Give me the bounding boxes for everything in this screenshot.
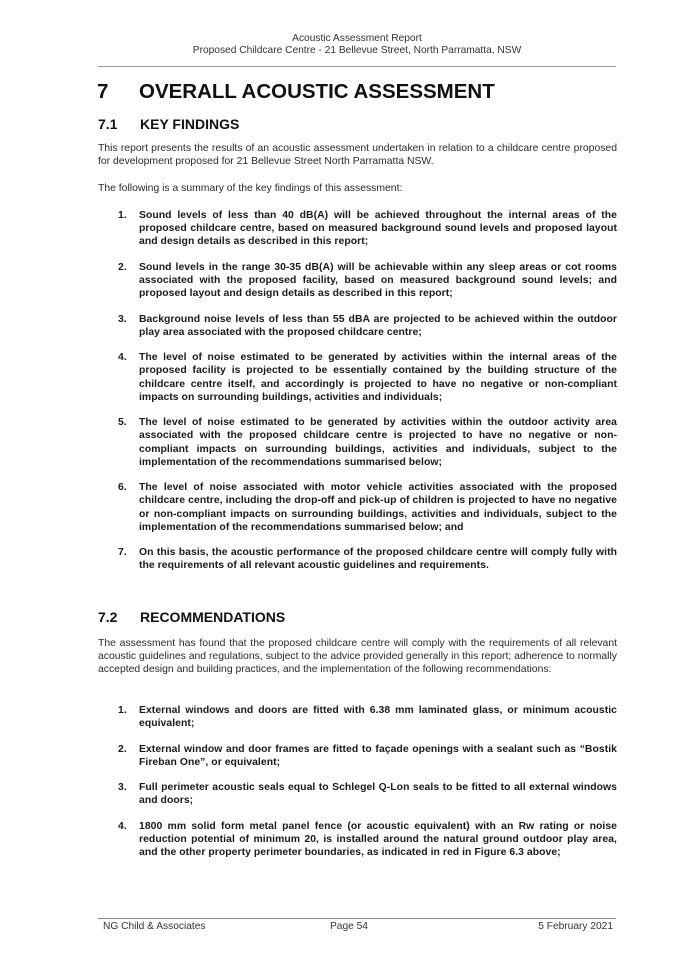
list-item-number: 3. xyxy=(118,313,127,325)
page-header xyxy=(98,33,616,57)
list-item-text: Full perimeter acoustic seals equal to Schlegel Q-Lon seals to be fitted to all external windows and doors; xyxy=(139,782,617,807)
key-findings-list xyxy=(118,209,617,585)
recommendations-list xyxy=(118,704,617,872)
key-findings-number: 7.1 xyxy=(98,116,118,132)
list-item-number: 2. xyxy=(118,743,127,755)
list-item-text: Sound levels of less than 40 dB(A) will be achieved throughout the internal areas of the proposed childcare centre, based on measured background sound levels and proposed layout and design details as described in this report; xyxy=(139,210,617,248)
header-project-title: Proposed Childcare Centre - 21 Bellevue Street, North Parramatta, NSW xyxy=(192,45,522,56)
list-item xyxy=(118,261,617,301)
list-item-text: The level of noise estimated to be generated by activities within the internal areas of the proposed facility is projected to be essentially contained by the building structure of the childcare centre itself, and accordingly is projected to have no negative or non-compliant impacts on surrounding buildings, activities and individuals; xyxy=(139,352,617,403)
list-item-number: 6. xyxy=(118,482,127,494)
list-item-text: The level of noise estimated to be generated by activities within the outdoor activity area associated with the proposed childcare centre is projected to have no negative or non-compliant impacts on surrounding buildings, activities and individuals, subject to the implementation of the recommendations summarised below; xyxy=(139,417,617,468)
list-item xyxy=(118,313,617,339)
list-item-number: 4. xyxy=(118,820,127,832)
section-title: OVERALL ACOUSTIC ASSESSMENT xyxy=(139,80,495,103)
list-item-number: 4. xyxy=(118,352,127,364)
section-heading xyxy=(97,80,495,104)
key-findings-heading xyxy=(98,116,239,133)
footer-page-number: Page 54 xyxy=(330,921,368,932)
key-findings-intro: This report presents the results of an acoustic assessment undertaken in relation to a childcare centre proposed for development proposed for 21 Bellevue Street North Parramatta NSW. xyxy=(98,143,617,168)
key-findings-lead: The following is a summary of the key findings of this assessment: xyxy=(98,183,403,194)
footer-divider xyxy=(98,918,616,919)
list-item-text: External window and door frames are fitted to façade openings with a sealant such as “Bostik Fireban One”, or equivalent; xyxy=(139,743,617,768)
list-item-text: The level of noise associated with motor vehicle activities associated with the proposed childcare centre, including the drop-off and pick-up of children is projected to have no negative or non-compliant impacts on surrounding buildings, activities and individuals, subject to the implementation of the recommendations summarised below; and xyxy=(139,482,617,533)
list-item xyxy=(118,416,617,469)
header-divider xyxy=(98,66,616,68)
list-item xyxy=(118,820,617,860)
list-item-number: 2. xyxy=(118,261,127,273)
list-item xyxy=(118,351,617,404)
list-item-text: On this basis, the acoustic performance of the proposed childcare centre will comply fully with the requirements of all relevant acoustic guidelines and requirements. xyxy=(139,547,617,572)
list-item-number: 7. xyxy=(118,547,127,559)
header-report-title: Acoustic Assessment Report xyxy=(292,33,422,44)
list-item-number: 3. xyxy=(118,782,127,794)
list-item-text: Sound levels in the range 30-35 dB(A) will be achievable within any sleep areas or cot rooms associated with the proposed facility, based on measured background sound levels; and proposed layout and design details as described in this report; xyxy=(139,261,617,300)
footer-date: 5 February 2021 xyxy=(538,921,613,932)
list-item xyxy=(118,209,617,249)
list-item xyxy=(118,781,617,807)
list-item xyxy=(118,743,617,769)
list-item-text: External windows and doors are fitted with 6.38 mm laminated glass, or minimum acoustic equivalent; xyxy=(139,705,617,730)
section-number: 7 xyxy=(97,80,109,103)
recommendations-heading xyxy=(98,609,285,626)
list-item-number: 5. xyxy=(118,417,127,429)
recommendations-title: RECOMMENDATIONS xyxy=(140,609,286,625)
key-findings-title: KEY FINDINGS xyxy=(140,116,240,132)
list-item-number: 1. xyxy=(118,705,127,716)
list-item xyxy=(118,546,617,572)
recommendations-intro: The assessment has found that the proposed childcare centre will comply with the requirements of all relevant acoustic guidelines and regulations, subject to the advice provided generally in this report; adherence to normally accepted design and building practices, and the implementation of the following recommendations: xyxy=(98,638,617,676)
list-item xyxy=(118,481,617,534)
footer-company: NG Child & Associates xyxy=(103,921,206,932)
recommendations-number: 7.2 xyxy=(98,609,118,625)
list-item xyxy=(118,704,617,730)
list-item-text: 1800 mm solid form metal panel fence (or acoustic equivalent) with an Rw rating or noise reduction potential of minimum 20, is installed around the natural ground outdoor play area, and the other property perimeter boundaries, as indicated in red in Figure 6.3 above; xyxy=(139,820,617,859)
list-item-number: 1. xyxy=(118,210,127,221)
list-item-text: Background noise levels of less than 55 dBA are projected to be achieved within the outdoor play area associated with the proposed childcare centre; xyxy=(139,313,617,338)
